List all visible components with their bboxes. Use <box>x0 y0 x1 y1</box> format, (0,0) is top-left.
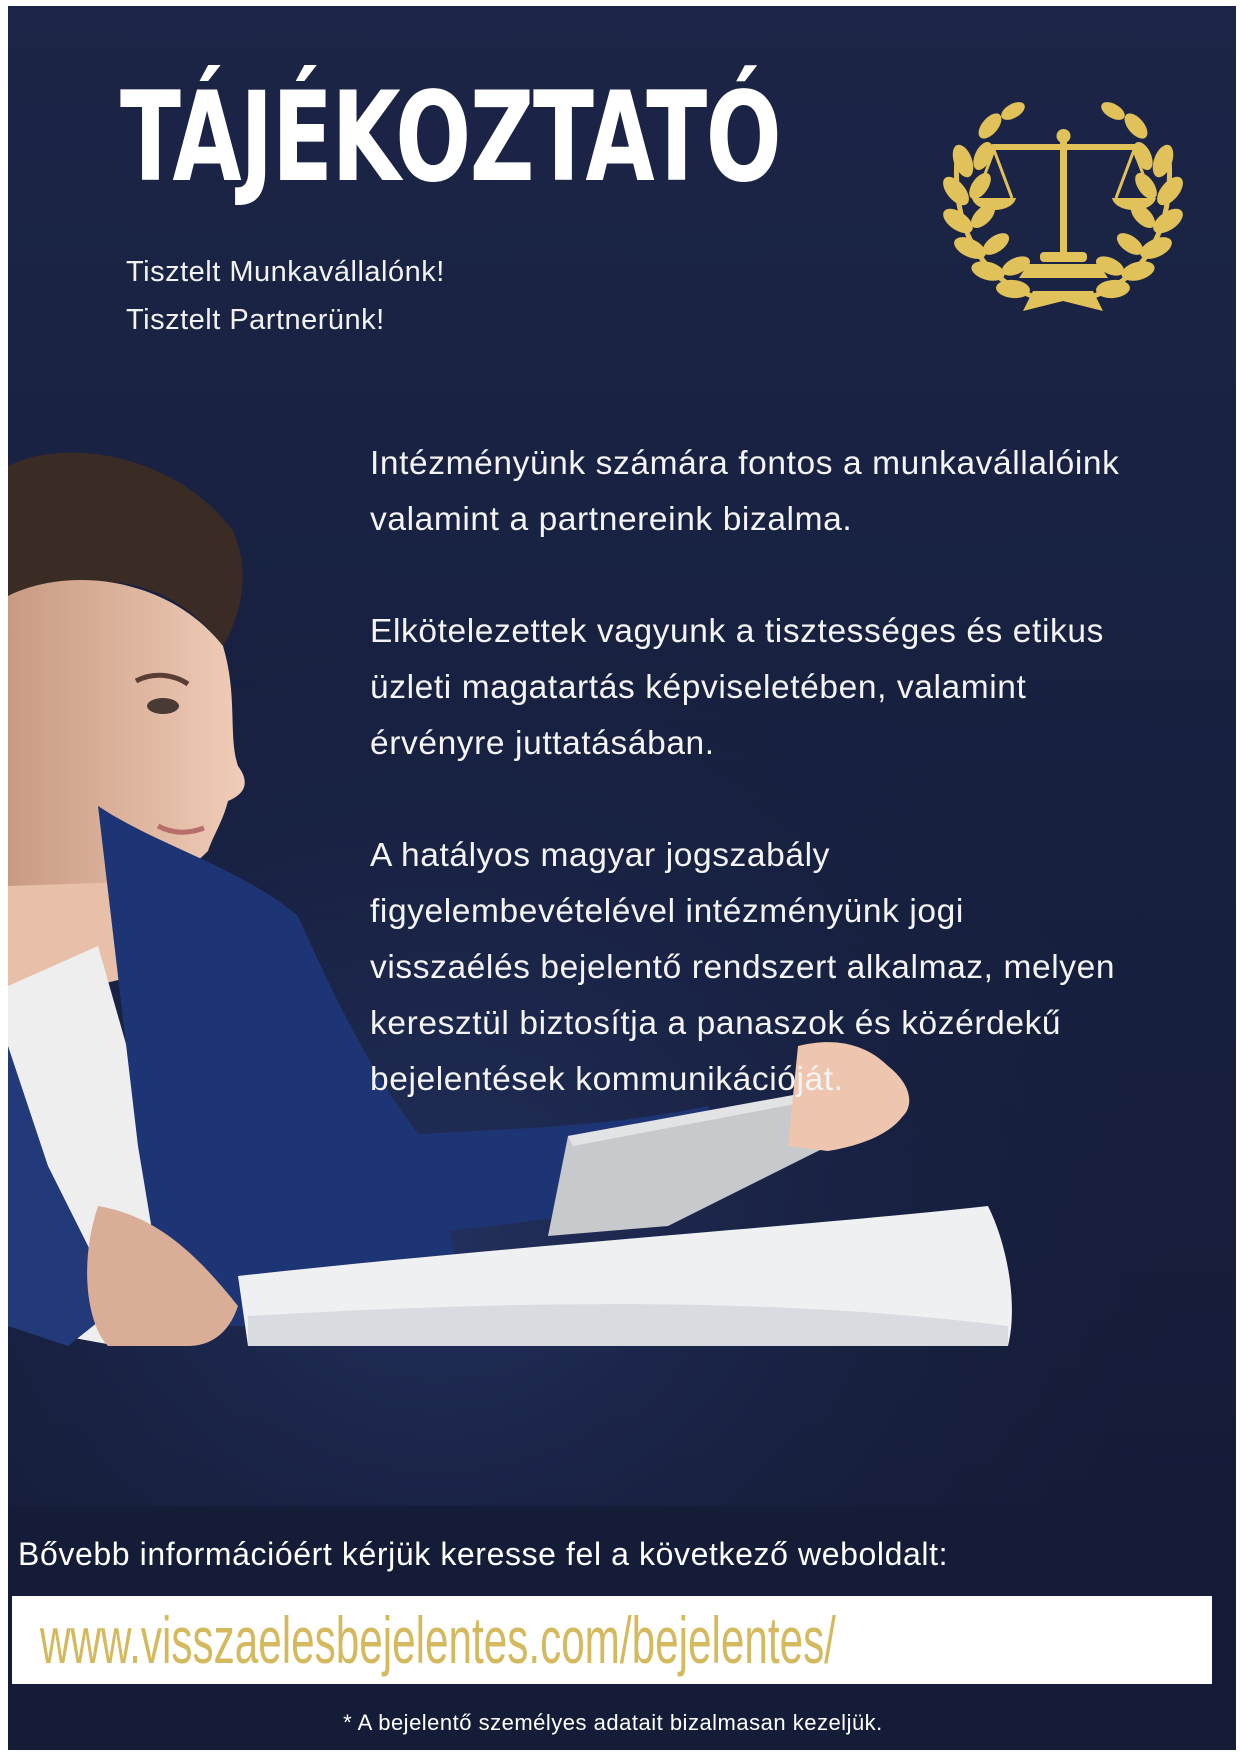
greeting-employee: Tisztelt Munkavállalónk! <box>126 256 445 288</box>
privacy-footnote: * A bejelentő személyes adatait bizalmasan kezeljük. <box>343 1710 883 1735</box>
footer-band <box>8 1508 1236 1750</box>
greeting-partner: Tisztelt Partnerünk! <box>126 304 385 336</box>
greeting <box>126 248 445 344</box>
body-paragraph-1: Intézményünk számára fontos a munkavállalóink valamint a partnereink bizalma. <box>370 445 1120 538</box>
scales-of-justice-laurel-icon <box>928 86 1198 336</box>
website-link[interactable]: www.visszaelesbejelentes.com/bejelentes/ <box>40 1603 836 1677</box>
poster <box>8 6 1236 1750</box>
body-text <box>370 436 1210 1164</box>
body-paragraph-3: A hatályos magyar jogszabály figyelembevételével intézményünk jogi visszaélés bejelentő rendszert alkalmaz, melyen keresztül biztosítja a panaszok és közérdekű bejelentések kommunikációját. <box>370 837 1116 1098</box>
body-paragraph-2: Elkötelezettek vagyunk a tisztességes és etikus üzleti magatartás képviseletében, valamint érvényre juttatásában. <box>370 613 1104 762</box>
page-title: TÁJÉKOZTATÓ <box>120 66 781 210</box>
url-box <box>12 1596 1212 1684</box>
info-text: Bővebb információért kérjük keresse fel a következő weboldalt: <box>18 1536 949 1572</box>
